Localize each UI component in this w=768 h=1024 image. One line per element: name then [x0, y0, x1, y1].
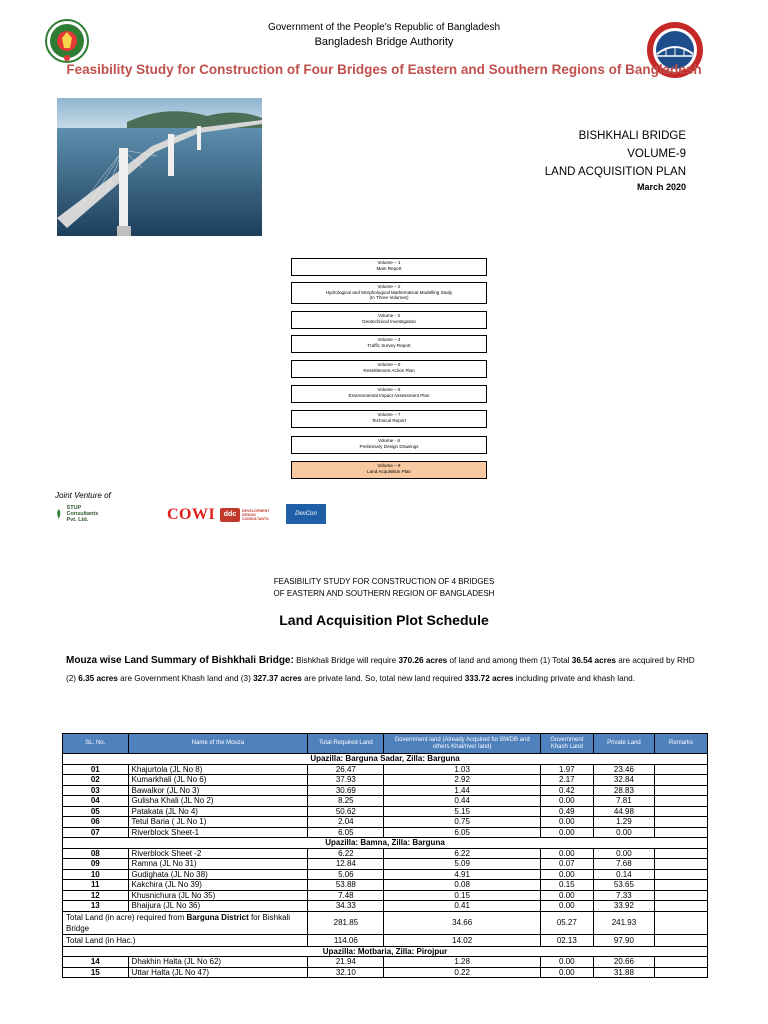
khash-land-cell: 0.00: [540, 848, 593, 859]
volume-title: Hydrological and Morphological Mathematical Modelling Study: [325, 289, 453, 295]
remarks-cell: [655, 785, 708, 796]
volume-number: Volume – 1: [377, 260, 401, 265]
upazilla-group-row: [63, 754, 708, 765]
summary-lead: Mouza wise Land Summary of Bishkhali Bridge:: [66, 655, 294, 666]
sl-no-cell: 05: [63, 806, 129, 817]
sl-no-cell: 07: [63, 827, 129, 838]
private-land-cell: 0.00: [593, 827, 654, 838]
total-land-cell: 114.06: [308, 934, 384, 946]
government-line: Government of the People's Republic of Bangladesh: [267, 22, 501, 33]
volume-box-1: [291, 258, 487, 276]
bridge-name: BISHKHALI BRIDGE: [578, 130, 686, 142]
mouza-name-cell: Khusnichura (JL No 35): [128, 890, 308, 901]
government-land-cell: 4.91: [384, 869, 540, 880]
private-land-cell: 241.93: [593, 911, 654, 934]
volume-title: Main Report: [376, 265, 402, 271]
sl-no-cell: 13: [63, 901, 129, 912]
remarks-cell: [655, 775, 708, 786]
total-land-cell: 6.05: [308, 827, 384, 838]
cowi-logo: COWI: [167, 506, 216, 523]
government-land-cell: 1.28: [384, 957, 540, 968]
section-heading-line1: FEASIBILITY STUDY FOR CONSTRUCTION OF 4 BRIDGES: [273, 577, 495, 586]
ddc-logo: [220, 508, 270, 522]
khash-land-cell: 1.97: [540, 764, 593, 775]
mouza-name-cell: Khajurtola (JL No 8): [128, 764, 308, 775]
khash-land-cell: 0.00: [540, 901, 593, 912]
government-land-cell: 1.44: [384, 785, 540, 796]
private-land-cell: 0.14: [593, 869, 654, 880]
summary-khash-acres: 6.35 acres: [78, 674, 118, 683]
sl-no-cell: 14: [63, 957, 129, 968]
remarks-cell: [655, 901, 708, 912]
remarks-cell: [655, 859, 708, 870]
khash-land-cell: 0.00: [540, 796, 593, 807]
ddc-name: DEVELOPMENT DESIGN CONSULTANTS: [242, 508, 270, 522]
remarks-cell: [655, 911, 708, 934]
khash-land-cell: 0.49: [540, 806, 593, 817]
khash-land-cell: 0.00: [540, 827, 593, 838]
cover-title-block: [545, 130, 686, 192]
total-acre-label-end: for Bishkali Bridge: [66, 912, 291, 933]
volume-title: Geotechnical Investigation: [362, 318, 416, 324]
total-land-cell: 7.48: [308, 890, 384, 901]
sl-no-cell: 08: [63, 848, 129, 859]
private-land-cell: 44.98: [593, 806, 654, 817]
total-land-cell: 12.84: [308, 859, 384, 870]
volume-box-8: [291, 436, 487, 454]
private-land-cell: 23.46: [593, 764, 654, 775]
summary-private-acres: 327.37 acres: [253, 674, 302, 683]
table-row: [63, 806, 708, 817]
remarks-cell: [655, 869, 708, 880]
table-row: [63, 859, 708, 870]
sl-no-cell: 15: [63, 967, 129, 978]
remarks-cell: [655, 817, 708, 828]
volume-title: Environmental Impact Assessment Plan: [348, 392, 430, 398]
sl-no-cell: 09: [63, 859, 129, 870]
remarks-cell: [655, 890, 708, 901]
table-row: [63, 775, 708, 786]
private-land-cell: 7.68: [593, 859, 654, 870]
col-total-required: Total Required Land: [308, 734, 384, 754]
mouza-name-cell: Ramna (JL No 31): [128, 859, 308, 870]
table-row: [63, 817, 708, 828]
col-remarks: Remarks: [655, 734, 708, 754]
table-row: [63, 890, 708, 901]
khash-land-cell: 0.07: [540, 859, 593, 870]
volume-label: VOLUME-9: [627, 148, 686, 160]
private-land-cell: 7.81: [593, 796, 654, 807]
total-acre-row: [63, 911, 708, 934]
table-header-row: [63, 734, 708, 754]
government-land-cell: 5.09: [384, 859, 540, 870]
private-land-cell: 7.33: [593, 890, 654, 901]
sl-no-cell: 11: [63, 880, 129, 891]
khash-land-cell: 2.17: [540, 775, 593, 786]
sl-no-cell: 06: [63, 817, 129, 828]
upazilla-group-row: [63, 838, 708, 849]
mouza-name-cell: Patakata (JL No 4): [128, 806, 308, 817]
plot-schedule-title: Land Acquisition Plot Schedule: [279, 612, 489, 628]
stup-leaf-icon: [55, 504, 63, 524]
stup-logo: [55, 504, 105, 524]
summary-new-acres: 333.72 acres: [464, 674, 514, 683]
total-land-cell: 6.22: [308, 848, 384, 859]
total-hectare-row: [63, 934, 708, 946]
total-land-cell: 34.33: [308, 901, 384, 912]
sl-no-cell: 02: [63, 775, 129, 786]
khash-land-cell: 0.00: [540, 817, 593, 828]
total-land-cell: 21.94: [308, 957, 384, 968]
total-label-cell: [63, 911, 308, 934]
section-heading: [0, 576, 768, 600]
table-row: [63, 827, 708, 838]
mouza-name-cell: Riverblock Sheet -2: [128, 848, 308, 859]
volume-box-6: [291, 385, 487, 403]
mouza-name-cell: Bawalkor (JL No 3): [128, 785, 308, 796]
table-row: [63, 967, 708, 978]
summary-text: including private and khash land.: [513, 674, 635, 683]
khash-land-cell: 0.00: [540, 869, 593, 880]
sl-no-cell: 12: [63, 890, 129, 901]
summary-text: are acquired by RHD (2): [66, 656, 695, 683]
private-land-cell: 53.65: [593, 880, 654, 891]
government-land-cell: 6.22: [384, 848, 540, 859]
khash-land-cell: 0.00: [540, 967, 593, 978]
authority-line: Bangladesh Bridge Authority: [314, 36, 454, 48]
stup-name: STUP Consultants Pvt. Ltd.: [66, 505, 99, 523]
mouza-name-cell: Tetul Baria ( JL No 1): [128, 817, 308, 828]
summary-text: of land and among them (1) Total: [447, 656, 572, 665]
remarks-cell: [655, 827, 708, 838]
sl-no-cell: 10: [63, 869, 129, 880]
volume-title: Technical Report: [371, 417, 407, 423]
khash-land-cell: 0.00: [540, 890, 593, 901]
joint-venture-label: Joint Venture of: [55, 491, 111, 500]
mouza-name-cell: Gudighata (JL No 38): [128, 869, 308, 880]
sl-no-cell: 03: [63, 785, 129, 796]
remarks-cell: [655, 880, 708, 891]
government-land-cell: 0.15: [384, 890, 540, 901]
volume-box-5: [291, 360, 487, 378]
total-land-cell: 281.85: [308, 911, 384, 934]
total-acre-label: Total Land (in acre) required from: [66, 912, 187, 922]
total-land-cell: 5.06: [308, 869, 384, 880]
government-land-cell: 0.08: [384, 880, 540, 891]
government-land-cell: 14.02: [384, 934, 540, 946]
col-private-land: Private Land: [593, 734, 654, 754]
upazilla-group-row: [63, 946, 708, 957]
total-acre-district: Barguna District: [186, 912, 249, 922]
total-land-cell: 50.62: [308, 806, 384, 817]
mouza-name-cell: Bhaijura (JL No 36): [128, 901, 308, 912]
volume-number: Volume – 2: [377, 284, 401, 289]
section-heading-line2: OF EASTERN AND SOUTHERN REGION OF BANGLADESH: [273, 589, 495, 598]
total-land-cell: 53.88: [308, 880, 384, 891]
remarks-cell: [655, 764, 708, 775]
volume-box-4: [291, 335, 487, 353]
volume-number: Volume – 9: [377, 463, 401, 468]
volume-title: Resettlement Action Plan: [363, 367, 415, 373]
remarks-cell: [655, 967, 708, 978]
government-land-cell: 0.41: [384, 901, 540, 912]
government-land-cell: 1.03: [384, 764, 540, 775]
mouza-name-cell: Kumarkhali (JL No 6): [128, 775, 308, 786]
mouza-name-cell: Gulisha Khali (JL No 2): [128, 796, 308, 807]
government-land-cell: 2.92: [384, 775, 540, 786]
volume-number: Volume - 3: [378, 313, 400, 318]
land-summary-paragraph: [66, 652, 706, 688]
khash-land-cell: 02.13: [540, 934, 593, 946]
volume-box-3: [291, 311, 487, 329]
remarks-cell: [655, 796, 708, 807]
table-row: [63, 901, 708, 912]
private-land-cell: 1.29: [593, 817, 654, 828]
mouza-name-cell: Dhakhin Halta (JL No 62): [128, 957, 308, 968]
volume-number: Volume – 4: [377, 337, 401, 342]
table-row: [63, 785, 708, 796]
government-land-cell: 0.75: [384, 817, 540, 828]
volume-number: Volume – 7: [377, 412, 401, 417]
volume-box-7: [291, 410, 487, 428]
table-row: [63, 796, 708, 807]
land-schedule-table: [62, 733, 708, 978]
table-row: [63, 848, 708, 859]
total-land-cell: 30.69: [308, 785, 384, 796]
summary-text: Bishkhali Bridge will require: [293, 656, 399, 665]
sl-no-cell: 04: [63, 796, 129, 807]
upazilla-label: Upazilla: Barguna Sadar, Zilla: Barguna: [63, 754, 708, 765]
government-land-cell: 34.66: [384, 911, 540, 934]
remarks-cell: [655, 934, 708, 946]
volume-number: Volume – 5: [377, 362, 401, 367]
col-mouza-name: Name of the Mouza: [128, 734, 308, 754]
total-label-cell: Total Land (in Hac.): [63, 934, 308, 946]
summary-text: are Government Khash land and (3): [117, 674, 254, 683]
volume-box-9: [291, 461, 487, 479]
private-land-cell: 32.84: [593, 775, 654, 786]
remarks-cell: [655, 806, 708, 817]
mouza-name-cell: Riverblock Sheet-1: [128, 827, 308, 838]
upazilla-label: Upazilla: Bamna, Zilla: Barguna: [63, 838, 708, 849]
volume-number: Volume – 6: [377, 387, 401, 392]
bridge-rendering-image: [57, 98, 262, 236]
khash-land-cell: 0.00: [540, 957, 593, 968]
total-land-cell: 37.93: [308, 775, 384, 786]
khash-land-cell: 0.15: [540, 880, 593, 891]
private-land-cell: 33.92: [593, 901, 654, 912]
remarks-cell: [655, 957, 708, 968]
mouza-name-cell: Kakchira (JL No 39): [128, 880, 308, 891]
private-land-cell: 0.00: [593, 848, 654, 859]
government-land-cell: 0.22: [384, 967, 540, 978]
total-land-cell: 8.25: [308, 796, 384, 807]
government-land-cell: 5.15: [384, 806, 540, 817]
volume-subtitle: (In Three Volumes): [369, 295, 409, 300]
table-row: [63, 764, 708, 775]
col-government-land: Government land (Already Acquired for BWDB and others Khal/river land): [384, 734, 540, 754]
table-row: [63, 957, 708, 968]
table-row: [63, 869, 708, 880]
private-land-cell: 20.66: [593, 957, 654, 968]
volume-title: Traffic Survey Report: [367, 342, 411, 348]
upazilla-label: Upazilla: Motbaria, Zilla: Pirojpur: [63, 946, 708, 957]
volume-title: Land Acquisition Plan: [367, 468, 411, 474]
khash-land-cell: 0.42: [540, 785, 593, 796]
col-khash-land: Government Khash Land: [540, 734, 593, 754]
ddc-mark: ddc: [220, 508, 240, 522]
private-land-cell: 28.83: [593, 785, 654, 796]
mouza-name-cell: Uttar Halta (JL No 47): [128, 967, 308, 978]
summary-total-acres: 370.26 acres: [398, 656, 448, 665]
total-land-cell: 32.10: [308, 967, 384, 978]
private-land-cell: 97.90: [593, 934, 654, 946]
khash-land-cell: 05.27: [540, 911, 593, 934]
summary-rhd-acres: 36.54 acres: [571, 656, 616, 665]
volume-box-2: [291, 282, 487, 304]
total-land-cell: 26.47: [308, 764, 384, 775]
plan-label: LAND ACQUISITION PLAN: [544, 166, 686, 178]
study-title: Feasibility Study for Construction of Four Bridges of Eastern and Southern Regions of Bangladesh: [66, 62, 702, 77]
volume-number: Volume - 8: [378, 438, 400, 443]
devcon-logo: DevCon: [286, 504, 326, 524]
summary-text: are private land. So, total new land required: [301, 674, 465, 683]
table-row: [63, 880, 708, 891]
total-land-cell: 2.04: [308, 817, 384, 828]
volume-title: Preliminary Design Drawings: [359, 443, 419, 449]
col-sl-no: SL. No.: [63, 734, 129, 754]
report-date: March 2020: [636, 182, 686, 192]
government-land-cell: 0.44: [384, 796, 540, 807]
sl-no-cell: 01: [63, 764, 129, 775]
remarks-cell: [655, 848, 708, 859]
private-land-cell: 31.88: [593, 967, 654, 978]
government-land-cell: 6.05: [384, 827, 540, 838]
